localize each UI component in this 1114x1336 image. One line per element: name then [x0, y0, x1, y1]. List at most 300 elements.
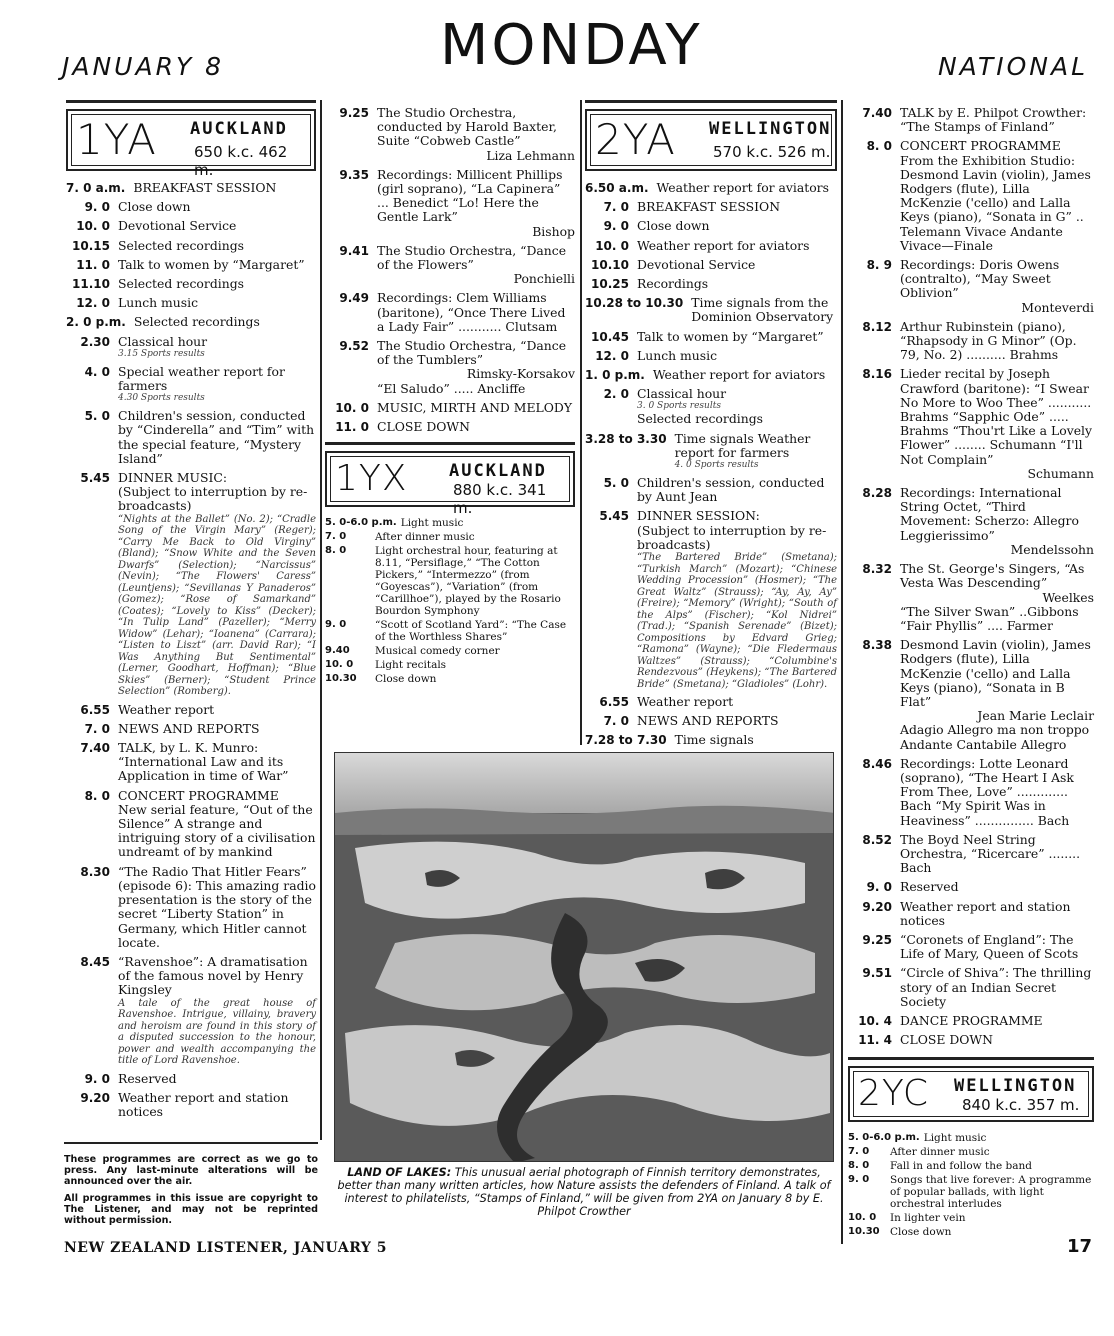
programme-time: 2. 0 — [603, 387, 629, 402]
programme-time: 9.49 — [339, 291, 369, 306]
programme-title: Weather report — [118, 701, 215, 717]
programme-entry — [848, 106, 1094, 134]
programme-title: Weather report and station notices — [900, 898, 1071, 928]
programme-title: Weather report for aviators — [652, 367, 826, 383]
programme-title: NEWS AND REPORTS — [118, 720, 260, 736]
programme-time: 4. 0 — [84, 364, 110, 379]
programme-time: 5. 0 — [84, 409, 110, 424]
programme-details — [118, 955, 316, 1067]
programme-entry — [325, 401, 575, 415]
programme-title: Weather report and station notices — [118, 1089, 289, 1119]
programme-title: BREAKFAST SESSION — [637, 199, 781, 215]
programme-title: Arthur Rubinstein (piano), “Rhapsody in G Minor” (Op. 79, No. 2) .......... Brahms — [900, 318, 1077, 363]
programme-title: Children's session, conducted by Aunt Jean — [637, 475, 825, 505]
programme-details — [691, 296, 837, 324]
programme-entry — [585, 200, 837, 214]
programme-time: 9.20 — [862, 899, 892, 914]
programme-time: 8.45 — [80, 954, 110, 969]
station-callsign: 2YC — [858, 1073, 930, 1115]
programme-title: After dinner music — [375, 531, 475, 544]
programme-details — [375, 659, 575, 671]
programme-entry — [66, 741, 316, 784]
programme-composer: Liza Lehmann — [486, 147, 575, 163]
programme-details — [637, 330, 837, 344]
programme-time: 7.40 — [862, 106, 892, 120]
programme-title: Selected recordings — [118, 276, 244, 292]
station-city: AUCKLAND — [190, 119, 288, 139]
programme-title: Reserved — [900, 879, 959, 895]
programme-details — [900, 562, 1094, 633]
programme-subtitle: “El Saludo” ..... Ancliffe — [377, 380, 526, 396]
programme-entry — [66, 277, 316, 291]
station-callsign: 1YA — [76, 115, 157, 164]
programme-time: 7. 0 a.m. — [66, 181, 126, 195]
programme-title: The Studio Orchestra, “Dance of the Flowers” — [377, 242, 567, 273]
programme-title: Time signals from the Dominion Observatory — [691, 295, 834, 325]
top-rule — [66, 100, 316, 103]
programme-time: 9.35 — [339, 167, 369, 182]
programme-title: Musical comedy corner — [375, 645, 500, 658]
top-rule — [848, 1057, 1094, 1060]
programme-time: 8. 0 — [325, 545, 347, 557]
programme-entry — [66, 703, 316, 717]
programme-title: Talk to women by “Margaret” — [118, 256, 305, 272]
programme-title: DINNER MUSIC: — [118, 470, 227, 486]
programme-time: 9. 0 — [84, 200, 110, 215]
station-box-1yx — [325, 451, 575, 518]
programme-composer: Monteverdi — [1021, 299, 1094, 315]
programme-title: BREAKFAST SESSION — [133, 180, 277, 195]
programme-details — [637, 239, 837, 253]
programme-details — [924, 1132, 1094, 1144]
programme-time: 9. 0 — [848, 1174, 870, 1186]
programme-details — [890, 1212, 1094, 1224]
programme-details — [118, 741, 316, 784]
programme-title: TALK by E. Philpot Crowther: “The Stamps of Finland” — [900, 105, 1087, 135]
programme-title: Recordings: Lotte Leonard (soprano), “The Heart I Ask From Thee, Love” ............. Bach “My Spirit Was in Heaviness” ............... Bach — [900, 755, 1074, 828]
station-city: WELLINGTON — [954, 1076, 1077, 1097]
programme-entry — [325, 673, 575, 685]
programme-time: 8. 0 — [84, 788, 110, 803]
column-divider — [320, 100, 322, 1140]
programme-time: 8.52 — [862, 832, 892, 847]
caption-title: LAND OF LAKES: — [347, 1166, 452, 1179]
programme-details — [675, 733, 837, 747]
programme-entry — [848, 139, 1094, 253]
programme-details — [118, 1091, 316, 1119]
programme-details — [675, 432, 837, 471]
programme-title: Talk to women by “Margaret” — [637, 328, 824, 344]
programme-entry — [585, 509, 837, 690]
programme-details — [377, 244, 575, 287]
programme-title: Weather report for aviators — [637, 237, 810, 253]
programme-entry — [585, 181, 837, 195]
programme-title: Light music — [400, 517, 464, 530]
programme-entry — [848, 933, 1094, 961]
programme-title: Time signals Weather report for farmers — [674, 430, 811, 460]
programme-details — [653, 368, 837, 382]
programme-subtitle: New serial feature, “Out of the Silence” A strange and intriguing story of a civilisation undreamt of by mankind — [118, 801, 316, 860]
programme-title: After dinner music — [890, 1146, 990, 1159]
programme-sports-note: 4. 0 Sports results — [674, 460, 759, 471]
programme-details — [377, 420, 575, 434]
programme-title: Weather report — [637, 694, 734, 710]
programme-entry — [66, 1091, 316, 1119]
top-rule — [325, 442, 575, 445]
programme-details — [900, 320, 1094, 363]
day-heading: MONDAY — [440, 13, 703, 78]
programme-title: Recordings — [637, 276, 709, 292]
caption-text: This unusual aerial photograph of Finnish territory demonstrates, better than many written articles, how Nature assists the defenders of Finland. A talk of interest to philatelists, “Stamps of Finland,” will be given from 2YA on January 8 by E. Philpot Crowther — [337, 1166, 831, 1218]
programme-entry — [66, 1072, 316, 1086]
programme-details — [900, 833, 1094, 876]
programme-time: 8. 0 — [866, 139, 892, 154]
programme-details — [118, 219, 316, 233]
programme-subtitle: Selected recordings — [637, 411, 763, 427]
programme-details — [118, 409, 316, 466]
programme-time: 7. 0 — [603, 200, 629, 215]
programme-title: MUSIC, MIRTH AND MELODY — [377, 399, 573, 415]
programme-entry — [325, 168, 575, 239]
programme-details — [377, 291, 575, 334]
programme-time: 10.30 — [848, 1226, 880, 1238]
programme-details — [118, 865, 316, 950]
programme-title: Special weather report for farmers — [118, 363, 285, 394]
programme-title: Desmond Lavin (violin), James Rodgers (flute), Lilla McKenzie ('cello) and Lalla Keys (piano), “Sonata in B Flat” — [900, 637, 1091, 709]
programme-time: 8.30 — [80, 864, 110, 879]
programme-title: Time signals — [674, 732, 754, 748]
programme-title: Classical hour — [118, 333, 208, 349]
programme-title: DANCE PROGRAMME — [900, 1012, 1043, 1028]
programme-details — [637, 258, 837, 272]
programme-title: TALK, by L. K. Munro: “International Law and its Application in time of War” — [118, 740, 289, 784]
programme-entry — [66, 409, 316, 466]
programme-time: 5. 0 — [603, 476, 629, 491]
programme-entry — [848, 258, 1094, 315]
programme-entry — [848, 1174, 1094, 1210]
programme-details — [118, 1072, 316, 1086]
programme-details — [118, 239, 316, 253]
programme-title: Light orchestral hour, featuring at 8.11, “Persiflage,” “The Cotton Pickers,” “Intermezzo” (from “Goyescas”), “Variation” (from “Carillhoe”), played by the Rosario Bourdon Symphony — [375, 545, 561, 618]
programme-time: 7. 0 — [84, 721, 110, 736]
programme-details — [375, 673, 575, 685]
programme-time: 10. 0 — [848, 1212, 877, 1224]
programme-title: Classical hour — [637, 386, 727, 402]
programme-entry — [848, 1212, 1094, 1224]
programme-time: 8.32 — [862, 562, 892, 577]
programme-entry — [848, 1014, 1094, 1028]
programme-details — [118, 703, 316, 717]
programme-details — [118, 277, 316, 291]
top-rule — [585, 100, 837, 103]
programme-title: Recordings: Clem Williams (baritone), “Once There Lived a Lady Fair” ........... Clutsam — [377, 290, 566, 334]
programme-entry — [585, 349, 837, 363]
programme-entry — [325, 106, 575, 163]
programme-time: 8.28 — [862, 486, 892, 501]
programme-title: Close down — [890, 1226, 952, 1239]
programme-entry — [585, 695, 837, 709]
programme-entry — [66, 955, 316, 1067]
page-number: 17 — [1066, 1236, 1092, 1257]
programme-title: CLOSE DOWN — [377, 419, 471, 435]
date-heading: JANUARY 8 — [62, 52, 225, 81]
programme-time: 10.10 — [591, 257, 629, 272]
programme-list-1ya-cont — [325, 106, 575, 434]
programme-time: 7. 0 — [325, 531, 347, 543]
programme-list-1ya — [66, 181, 316, 1119]
programme-entry — [325, 531, 575, 543]
programme-entry — [585, 296, 837, 324]
programme-time: 9.20 — [80, 1090, 110, 1105]
station-box-2yc — [848, 1066, 1094, 1122]
programme-title: Devotional Service — [118, 218, 237, 234]
programme-composer: Weelkes — [1042, 589, 1094, 605]
programme-title: Lunch music — [118, 295, 199, 311]
programme-time: 9.52 — [339, 339, 369, 354]
programme-time: 6.55 — [599, 695, 629, 710]
programme-list-1yx — [325, 517, 575, 685]
programme-time: 6.50 a.m. — [585, 181, 649, 195]
programme-title: Fall in and follow the band — [890, 1160, 1032, 1173]
programme-entry — [325, 659, 575, 671]
programme-details — [377, 106, 575, 163]
programme-entry — [66, 315, 316, 329]
station-frequency: 570 k.c. 526 m. — [713, 143, 831, 161]
programme-time: 12. 0 — [595, 348, 629, 363]
programme-title: Selected recordings — [133, 314, 260, 330]
programme-time: 9.41 — [339, 243, 369, 258]
programme-title: The Studio Orchestra, “Dance of the Tumblers” — [377, 338, 567, 368]
programme-title: The Boyd Neel String Orchestra, “Ricercare” ........ Bach — [900, 831, 1081, 876]
programme-title: Weather report for aviators — [656, 180, 829, 195]
programme-entry — [585, 368, 837, 382]
programme-details — [637, 277, 837, 291]
programme-time: 10. 0 — [595, 238, 629, 253]
programme-time: 7. 0 — [848, 1146, 870, 1158]
programme-time: 5.45 — [80, 471, 110, 486]
programme-entry — [585, 733, 837, 747]
programme-entry — [848, 966, 1094, 1009]
programme-time: 10. 0 — [76, 219, 110, 234]
programme-time: 8. 9 — [866, 258, 892, 273]
notes-correctness: These programmes are correct as we go to press. Any last-minute alterations will be announced over the air. — [64, 1154, 318, 1187]
programme-title: Devotional Service — [637, 256, 756, 272]
programme-entry — [325, 517, 575, 529]
programme-music-list: “The Bartered Bride” (Smetana); “Turkish March” (Mozart); “Chinese Wedding Procession” (Hosmer); “The Great Waltz” (Strauss); “Ay, Ay, Ay” (Freire); “Memory” (Wright); “South of the Alps” (Fischer); “Kol Nidrei” (Trad.); “Spanish Serenade” (Bizet); Compositions by Edvard Grieg; “Ramona” (Wayne); “Die Fledermaus Waltzes” (Strauss); “Columbine's Rendezvous” (Heykens); “The Bartered Bride” (Smetana); “Gladioles” (Lohr). — [637, 552, 837, 690]
station-callsign: 1YX — [335, 458, 408, 500]
programme-details — [890, 1160, 1094, 1172]
programme-details — [900, 966, 1094, 1009]
programme-title: CLOSE DOWN — [900, 1032, 994, 1048]
programme-title: CONCERT PROGRAMME — [118, 787, 279, 803]
programme-details — [118, 258, 316, 272]
programme-entry — [848, 562, 1094, 633]
programme-time: 10.28 to 10.30 — [585, 296, 684, 311]
programme-details — [118, 471, 316, 698]
programme-details — [890, 1174, 1094, 1210]
programme-time: 8.12 — [862, 319, 892, 334]
programme-details — [637, 200, 837, 214]
column-divider — [580, 100, 582, 745]
programme-details — [375, 619, 575, 643]
programme-title: NEWS AND REPORTS — [637, 713, 779, 729]
programme-entry — [848, 833, 1094, 876]
programme-title: Reserved — [118, 1070, 177, 1086]
programme-time: 10. 4 — [858, 1013, 892, 1028]
programme-music-list: A tale of the great house of Ravenshoe. Intrigue, villainy, bravery and heroism are found in this story of a disputed succession to the honour, power and wealth accompanying the title of Lord Ravenshoe. — [118, 997, 316, 1067]
notes-copyright: All programmes in this issue are copyright to The Listener, and may not be reprinted without permission. — [64, 1193, 318, 1226]
programme-entry — [585, 219, 837, 233]
programme-entry — [66, 365, 316, 404]
programme-entry — [66, 200, 316, 214]
programme-title: Lunch music — [637, 347, 718, 363]
programme-time: 11. 4 — [858, 1033, 892, 1048]
programme-details — [637, 509, 837, 690]
programme-time: 11. 0 — [76, 257, 110, 272]
programme-details — [657, 181, 837, 195]
programme-sports-note: 4.30 Sports results — [118, 393, 205, 404]
programme-details — [900, 139, 1094, 253]
station-frequency: 650 k.c. 462 m. — [194, 143, 288, 179]
programme-entry — [66, 865, 316, 950]
programme-entry — [848, 1146, 1094, 1158]
programme-entry — [585, 330, 837, 344]
copyright-notes — [64, 1142, 318, 1232]
programme-entry — [325, 619, 575, 643]
programme-time: 3.28 to 3.30 — [585, 431, 667, 446]
programme-title: The St. George's Singers, “As Vesta Was Descending” — [900, 561, 1085, 591]
station-frequency: 840 k.c. 357 m. — [962, 1096, 1080, 1115]
programme-details — [900, 933, 1094, 961]
programme-details — [637, 219, 837, 233]
programme-details — [118, 722, 316, 736]
lakes-aerial-image — [335, 753, 834, 1162]
programme-list-2yc — [848, 1132, 1094, 1238]
programme-time: 10.15 — [72, 238, 110, 253]
programme-title: Close down — [637, 218, 710, 234]
programme-details — [118, 365, 316, 404]
programme-details — [637, 349, 837, 363]
programme-entry — [848, 900, 1094, 928]
programme-time: 9.51 — [862, 966, 892, 981]
programme-entry — [585, 387, 837, 426]
programme-title: Selected recordings — [118, 237, 244, 253]
programme-details — [900, 638, 1094, 752]
programme-entry — [66, 335, 316, 360]
programme-time: 1. 0 p.m. — [585, 368, 645, 383]
programme-details — [637, 387, 837, 426]
programme-entry — [325, 291, 575, 334]
programme-entry — [66, 722, 316, 736]
programme-title: Close down — [375, 673, 437, 686]
programme-subtitle: “The Silver Swan” ..Gibbons “Fair Phyllis” .... Farmer — [900, 603, 1079, 633]
programme-composer: Bishop — [532, 223, 575, 239]
programme-time: 9. 0 — [84, 1071, 110, 1086]
programme-time: 5. 0-6.0 p.m. — [848, 1132, 920, 1144]
programme-time: 11.10 — [72, 277, 110, 292]
programme-entry — [66, 789, 316, 860]
programme-details — [401, 517, 575, 529]
programme-time: 10.45 — [591, 329, 629, 344]
programme-title: Recordings: International String Octet, “Third Movement: Scherzo: Allegro Leggierissimo” — [900, 485, 1079, 543]
programme-details — [900, 1014, 1094, 1028]
programme-subtitle: (Subject to interruption by re-broadcasts) — [637, 522, 827, 552]
programme-details — [375, 645, 575, 657]
programme-time: 8.16 — [862, 367, 892, 382]
programme-composer: Rimsky-Korsakov — [466, 366, 575, 382]
programme-entry — [66, 239, 316, 253]
programme-entry — [66, 296, 316, 310]
aerial-photograph — [334, 752, 834, 1162]
programme-details — [134, 315, 316, 329]
programme-time: 12. 0 — [76, 296, 110, 311]
programme-entry — [585, 258, 837, 272]
programme-entry — [585, 476, 837, 504]
programme-title: Light recitals — [375, 659, 447, 672]
station-callsign: 2YA — [595, 115, 676, 164]
programme-title: Light music — [923, 1132, 987, 1145]
programme-time: 11. 0 — [335, 420, 369, 435]
programme-time: 6.55 — [80, 702, 110, 717]
programme-entry — [848, 367, 1094, 481]
programme-title: DINNER SESSION: — [637, 508, 760, 524]
programme-details — [118, 296, 316, 310]
programme-entry — [66, 471, 316, 698]
programme-entry — [66, 219, 316, 233]
station-frequency: 880 k.c. 341 m. — [453, 481, 547, 518]
programme-details — [900, 367, 1094, 481]
programme-entry — [66, 258, 316, 272]
column-divider — [841, 100, 843, 1244]
programme-time: 9. 0 — [866, 880, 892, 895]
programme-details — [637, 476, 837, 504]
programme-entry — [585, 432, 837, 471]
programme-details — [118, 789, 316, 860]
programme-time: 9. 0 — [325, 619, 347, 631]
programme-time: 2.30 — [80, 334, 110, 349]
programme-time: 8.46 — [862, 756, 892, 771]
programme-time: 10. 0 — [325, 659, 354, 671]
programme-title: Lieder recital by Joseph Crawford (baritone): “I Swear No More to Woo Thee” ........... Brahms “Sapphic Ode” ..... Brahms “Thou'rt Like a Lovely Flower” ........ Schumann “I'll Not Complain” — [900, 366, 1092, 467]
programme-title: “The Radio That Hitler Fears” (episode 6): This amazing radio presentation is the story of the secret “Liberty Station” in Germany, which Hitler cannot locate. — [118, 863, 316, 950]
programme-title: “Circle of Shiva”: The thrilling story of an Indian Secret Society — [900, 965, 1092, 1009]
region-heading: NATIONAL — [937, 52, 1088, 81]
programme-entry — [325, 339, 575, 396]
programme-entry — [848, 1226, 1094, 1238]
programme-details — [375, 545, 575, 617]
programme-details — [890, 1226, 1094, 1238]
programme-list-2ya — [585, 181, 837, 748]
programme-details — [118, 200, 316, 214]
publication-footer: NEW ZEALAND LISTENER, JANUARY 5 — [64, 1240, 388, 1256]
station-box-2ya — [585, 109, 837, 171]
station-city: AUCKLAND — [449, 461, 547, 482]
programme-details — [900, 880, 1094, 894]
programme-title: “Coronets of England”: The Life of Mary, Queen of Scots — [900, 931, 1079, 962]
programme-time: 7.28 to 7.30 — [585, 733, 667, 748]
programme-time: 10. 0 — [335, 400, 369, 415]
programme-details — [900, 486, 1094, 557]
programme-time: 2. 0 p.m. — [66, 315, 126, 330]
programme-time: 9. 0 — [603, 219, 629, 234]
programme-details — [637, 695, 837, 709]
programme-entry — [848, 1160, 1094, 1172]
programme-time: 10.30 — [325, 673, 357, 685]
programme-entry — [325, 244, 575, 287]
programme-composer: Jean Marie Leclair — [977, 708, 1094, 724]
programme-time: 5.45 — [599, 509, 629, 524]
programme-subtitle: (Subject to interruption by re-broadcasts) — [118, 484, 308, 514]
